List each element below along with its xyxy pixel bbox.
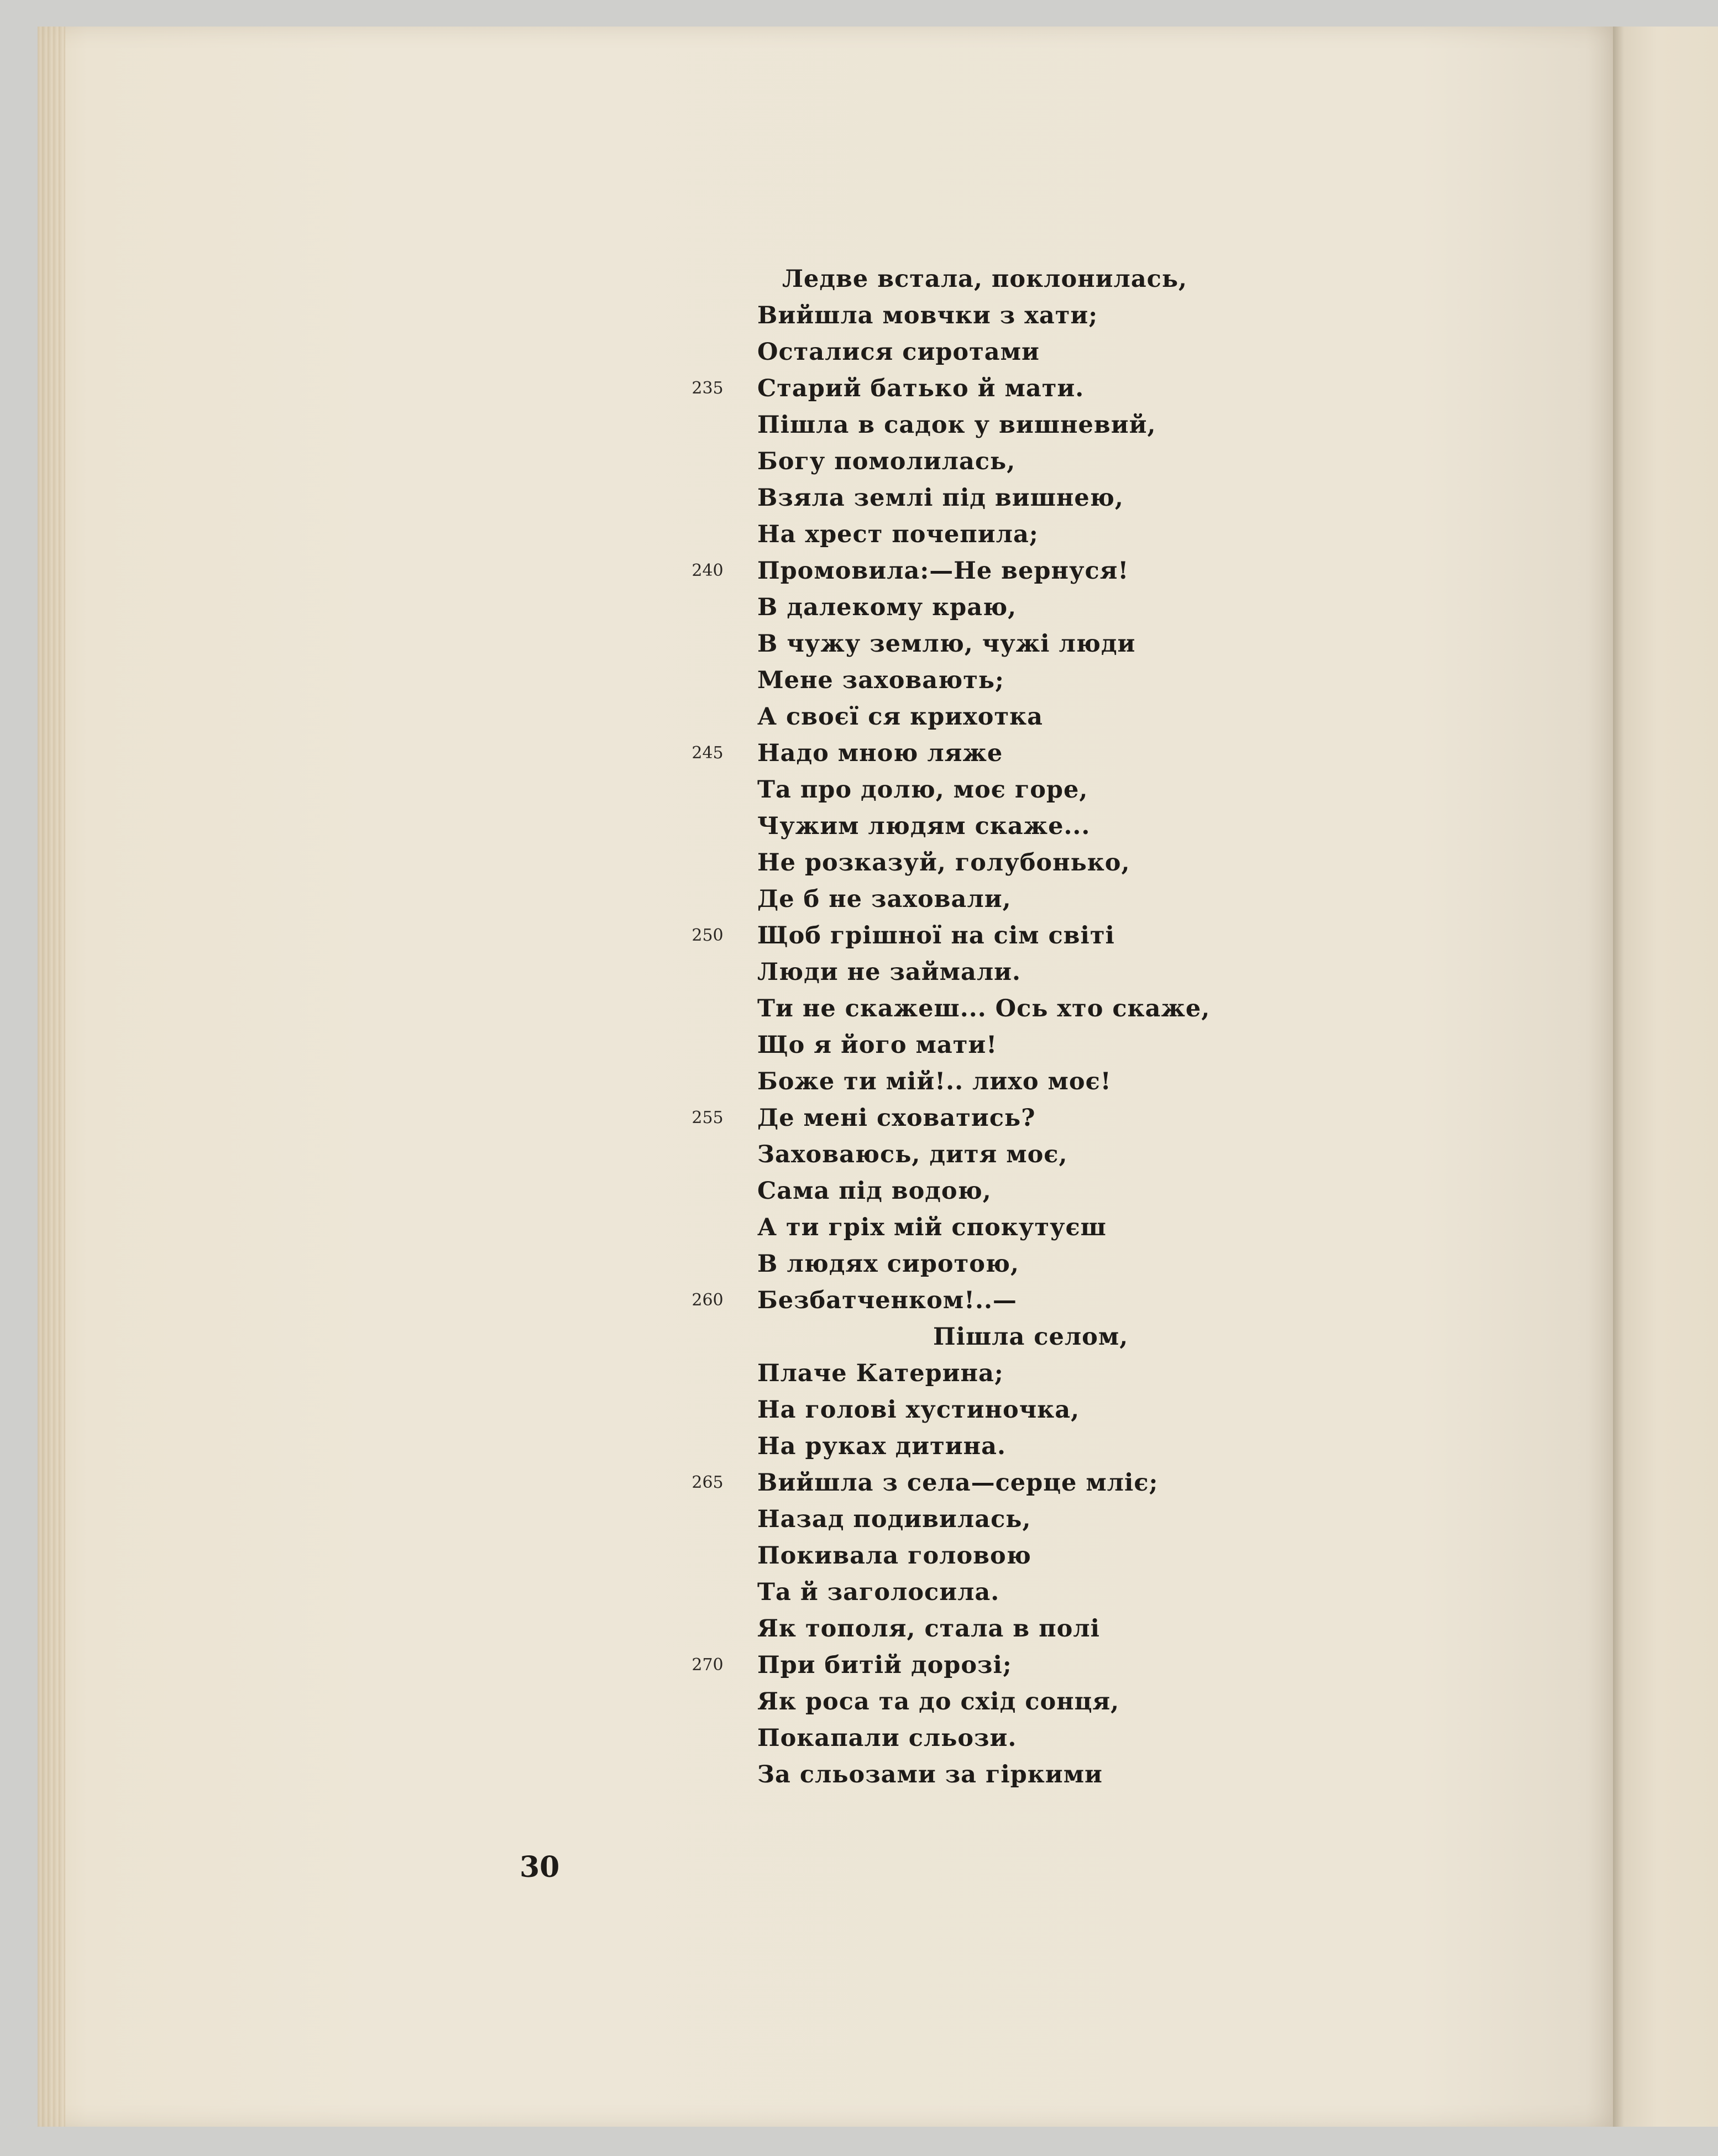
line-number: 235	[692, 379, 724, 398]
verse-line: Пішла в садок у вишневий,	[757, 411, 1156, 439]
verse-line: Боже ти мій!.. лихо моє!	[757, 1068, 1112, 1095]
poem-text-block	[685, 261, 1515, 1814]
line-number: 260	[692, 1291, 724, 1310]
adjacent-page-edge	[1613, 27, 1718, 2127]
verse-line: Ти не скажеш... Ось хто скаже,	[757, 995, 1211, 1022]
line-number: 240	[692, 561, 724, 580]
verse-line: Пішла селом,	[933, 1323, 1129, 1351]
page-edge	[38, 27, 65, 2127]
verse-line: Плаче Катерина;	[757, 1360, 1004, 1387]
line-number: 250	[692, 926, 724, 945]
line-number: 265	[692, 1473, 724, 1492]
verse-line: Мене заховають;	[757, 667, 1004, 694]
verse-line: Люди не займали.	[757, 958, 1022, 986]
verse-line: Як роса та до схід сонця,	[757, 1688, 1120, 1716]
verse-line: На руках дитина.	[757, 1433, 1006, 1460]
verse-line: Осталися сиротами	[757, 338, 1040, 366]
verse-line: Не розказуй, голубонько,	[757, 849, 1130, 877]
verse-line: Що я його мати!	[757, 1031, 998, 1059]
verse-line: Вийшла мовчки з хати;	[757, 302, 1098, 329]
verse-line: Як тополя, стала в полі	[757, 1615, 1100, 1643]
verse-line: Де б не заховали,	[757, 885, 1012, 913]
verse-line: За сльозами за гіркими	[757, 1761, 1103, 1788]
verse-line: На хрест почепила;	[757, 521, 1039, 548]
verse-line: Надо мною ляже	[757, 739, 1003, 767]
verse-line: Ледве встала, поклонилась,	[782, 265, 1188, 293]
page-number: 30	[520, 1850, 560, 1884]
verse-line: Сама під водою,	[757, 1177, 992, 1205]
verse-line: Заховаюсь, дитя моє,	[757, 1141, 1068, 1168]
verse-line: На голові хустиночка,	[757, 1396, 1080, 1424]
verse-line: Та й заголосила.	[757, 1578, 1000, 1606]
verse-line: Де мені сховатись?	[757, 1104, 1036, 1132]
verse-line: Богу помолилась,	[757, 448, 1016, 475]
verse-line: Промовила:—Не вернуся!	[757, 557, 1129, 585]
verse-line: А своєї ся крихотка	[757, 703, 1044, 731]
line-number: 245	[692, 743, 724, 763]
verse-line: А ти гріх мій спокутуєш	[757, 1214, 1107, 1241]
verse-line: Назад подивилась,	[757, 1505, 1031, 1533]
verse-line: В чужу землю, чужі люди	[757, 630, 1136, 658]
verse-line: Та про долю, моє горе,	[757, 776, 1088, 804]
verse-line: Щоб грішної на сім світі	[757, 922, 1115, 950]
verse-line: Старий батько й мати.	[757, 375, 1085, 402]
verse-line: Чужим людям скаже...	[757, 812, 1091, 840]
line-number: 270	[692, 1655, 724, 1675]
verse-line: В далекому краю,	[757, 594, 1017, 621]
line-number: 255	[692, 1108, 724, 1127]
verse-line: При битій дорозі;	[757, 1651, 1012, 1679]
verse-line: Покивала головою	[757, 1542, 1031, 1570]
verse-line: Взяла землі під вишнею,	[757, 484, 1124, 512]
verse-line: Вийшла з села—серце мліє;	[757, 1469, 1159, 1497]
verse-line: В людях сиротою,	[757, 1250, 1019, 1278]
verse-line: Безбатченком!..—	[757, 1287, 1017, 1314]
verse-line: Покапали сльози.	[757, 1724, 1017, 1752]
